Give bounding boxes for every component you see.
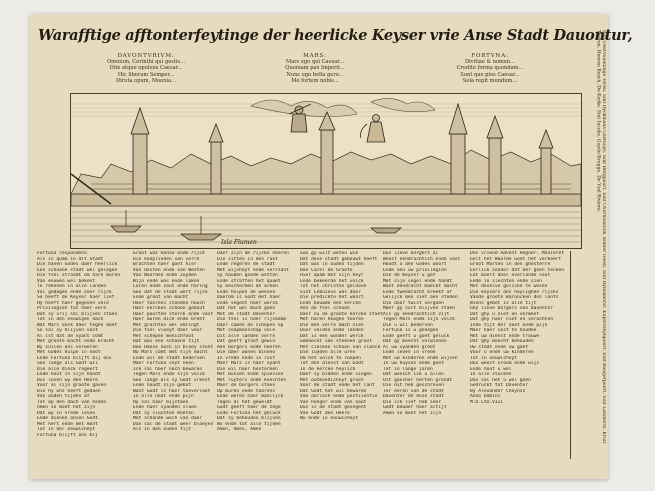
poem-line: Al ist dat de vyant comt (37, 333, 104, 339)
motto-center (255, 53, 375, 84)
poem-line: Met ruyters ende knechten (217, 377, 287, 383)
poem-line: Met de stadt Daventer (217, 311, 276, 317)
poem-line: Daventer de Anse stadt (383, 394, 444, 399)
poem-line: Om het volck te roepen (300, 355, 361, 361)
poem-line: Hy heeft haer gegeven vele (37, 300, 109, 306)
poem-line: Die wil haer bestormen (217, 366, 278, 372)
motto-left-head: DAVONTVRIVM: (117, 53, 175, 59)
poem-line: In alle noot ende pijn (133, 394, 194, 399)
poem-line: Vol gedagen ende zeer rijck (37, 289, 112, 295)
print-title: Warafftige afftonterfeytinge der heerlicke Keyser vrie Anse Stadt Dauontur, (38, 27, 633, 44)
poem-line: Die Ysel is haer rijckdom (217, 317, 287, 322)
poem-line: Ende groot van macht (133, 295, 189, 300)
poem-line: Ende Fortuna blijft bij ons (37, 355, 112, 361)
poem-line: In alle stucken (470, 372, 512, 377)
poem-line: Voor de stadt ende het lant (300, 383, 375, 388)
poem-line: Als gy eendrachtich zijt (383, 311, 450, 317)
poem-line: Fortuna respondens. (37, 251, 90, 256)
poem-line: Te rekenen in alle landen (37, 284, 107, 289)
poem-line: Dat geeft groot gewin (217, 339, 276, 344)
motto-right-line: Sola regit mundum... (462, 77, 518, 84)
poem-line: Dat was een schoone tijt (133, 339, 200, 344)
poem-line: Dat gy moecht verwinnen (383, 339, 447, 344)
poem-line: Met schepen menichfout (133, 333, 194, 339)
side-legend-text: Sint Overvuaedinge Toren. Sint Dyckmans Gasthuys. Sint Bergpoort. Sint Overmoedick. Kelder Geest. Sint Bynckhorst. Kupersteynpoort. Sint Boogerpoort. Sint Lamberts. Kruit Thoren. Heeren Bosch. De Kerke. Sint Iacobs. Guyde Brugge. De Ysel Riviere. (595, 30, 606, 444)
poem-line: Gelijck men siet aen steden (383, 295, 458, 300)
poem-line: Ende tweedracht breekt af (383, 289, 453, 295)
poem-line: Uit alle landen verre (217, 333, 276, 339)
poem-line: Van eeuwen wel bekent (37, 278, 96, 284)
poem-line: Coren ende zout ende haring (133, 284, 208, 289)
poem-line: Maer de borgers staen (217, 383, 276, 388)
poem-line: Dan sal de stadt weer bloeyen (133, 421, 214, 427)
poem-line: Haer poorten sterck ende vast (133, 311, 214, 317)
poem-line: Soo gy wilt weten wie (300, 251, 359, 256)
poem-column-2 (133, 251, 217, 461)
poem-line: Voor al sijn groote gaven (37, 383, 107, 388)
poem-column-3 (217, 251, 301, 461)
poem-line: Met wijsheyt ende verstant (217, 267, 289, 273)
poem-line: Met Godes hulpe in noot (37, 350, 101, 355)
poem-line: Dus loven wy den Heere (37, 377, 98, 383)
poem-line: Met coopmanschap vele (217, 328, 276, 333)
poem-line: Tot in lange jaren (383, 366, 433, 372)
poem-line: Dus is de stadt gesegent (300, 405, 367, 410)
poem-line: Ende regeren de stadt (217, 262, 276, 267)
poem-line: Haer muren dick ende breet (133, 317, 205, 322)
poem-line: Die predickte het woort (300, 295, 364, 300)
poem-line: Van Godt den Heere (300, 410, 350, 416)
poem-line: Die luyden alle uren (300, 350, 356, 355)
poem-line: Met clocken schoon van clanck (300, 344, 381, 350)
motto-right (430, 53, 550, 84)
poem-line: Doe Carel de Groote (300, 267, 353, 273)
poem-line: Dus weest vroom ende wijs (470, 361, 540, 366)
poem-line: Ende segent haer werck (217, 300, 278, 306)
poem-line: Haer kercken schoon gebout (133, 306, 205, 311)
poem-line: Tot in eeuwicheyt (470, 355, 518, 361)
poem-line: In de kercke heylich (300, 366, 356, 372)
poem-line: Tegen Mars ende sijn volck (383, 317, 455, 322)
poem-line: Anno Domini (470, 394, 501, 399)
poem-line: Dan sal het u wel gaen (470, 377, 531, 383)
poem-line: Ende geeft u goet geluck (383, 333, 450, 339)
poem-line: Al uw vyanden groot (383, 344, 436, 350)
poem-column-6 (470, 251, 575, 461)
poem-line: Die kooplieden van verre (133, 256, 200, 262)
poem-line: Godt geeft haer de zege (217, 405, 281, 410)
poem-line: Ende hout u wel (470, 366, 512, 372)
poem-line: Amen so moet het zijn (383, 410, 442, 416)
poem-line: Die hy ons heeft gedaen (37, 388, 101, 394)
motto-left-line: Diruta opum, Moenia... (116, 77, 176, 84)
poem-line: Houdt u aen Godes woort (383, 262, 447, 267)
poem-line: Ende bekeerde het volck (300, 278, 364, 284)
poem-line: Met deselve gelicke te wesen (470, 284, 548, 289)
poem-line: Dat dese stadt gebouwt heeft (300, 256, 378, 262)
poem-line: Die dit heb geschreven (383, 383, 444, 388)
poem-line: Soo lange als Godt wil (37, 361, 98, 366)
poem-line: Soo dat de stadt wert rijck (133, 289, 208, 295)
poem-line: Die ick lief heb seer (383, 399, 442, 405)
poem-line: Ende straffen het quaet (217, 278, 281, 284)
poem-line: M.D.LXX.VIII (470, 399, 504, 405)
poem-line: Ende dienen onsen Godt (37, 416, 98, 421)
poem-line: Hier quam met sijn heyr (300, 273, 364, 278)
poem-line: Dat was in ouden tijden (300, 262, 364, 267)
poem-line: Soo lange als sy Godt vreest (133, 377, 211, 383)
motto-center-line: Quoniam pax Imperii... (285, 65, 345, 72)
poem-line: Daer sy bidden ende singen (300, 372, 372, 377)
poem-line: Godt bewaer haer altijt (383, 405, 447, 410)
poem-line: Dat sy vrij sal blijven staen (37, 311, 118, 317)
poem-column-1 (37, 251, 121, 461)
poem-line: Ghy lieve borgers van Daventer (470, 306, 553, 311)
poem-line: Die door twist vergaen (383, 300, 444, 306)
poem-line: Uw stadt ende uw goet (470, 344, 529, 350)
poem-line: Die sitten in den raet (217, 256, 278, 262)
poem-line: Tegen al het geweldt (217, 399, 273, 405)
poem-column-5 (383, 251, 467, 461)
poem-line: Dat Godt het wil bewaren (300, 388, 367, 394)
poem-line: Maer gy sult blijven staen (383, 306, 455, 311)
poem-line: Wat Mars oock daer tegen doet (37, 322, 118, 328)
poem-line: Eat buert door overlande sout (470, 273, 551, 278)
poem-line: Met uw kinderen ende wijven (383, 355, 458, 361)
poem-line: Sy houden goede wetten (217, 273, 278, 278)
poem-line: Tot op den dach van heden (37, 399, 107, 405)
poem-line: Dat ghy moecht behouden (470, 339, 534, 344)
poem-line: Wiens gebet is alle tijt (470, 300, 537, 306)
poem-line: By Alexander Cheynsz (470, 388, 526, 394)
motto-right-head: FORTVNA: (471, 53, 509, 59)
poem-line: Met ootmoedicheyt groot (300, 377, 364, 383)
poem-line: Van ouden tijden af (37, 394, 90, 399)
poem-line: Met uw dienst ende trouwe (470, 333, 540, 339)
poem-line: Op muren ende toorens (217, 388, 276, 394)
poem-line: Ende in slechten ende sien (470, 278, 542, 284)
poem-line: Maer haer vast te houden (470, 328, 537, 333)
poem-line: Maer Fortuna seyt neen (133, 361, 194, 366)
poem-line: So heeft de Keyser haer lief (37, 295, 115, 300)
motto-center-line: Me fortem nobis... (291, 77, 339, 84)
motto-left-line: Omnium, Corinthi qui gestis... (107, 59, 185, 66)
poem-line: Van oorloch ende pestilentie (300, 394, 378, 399)
poem-line: Die Ysel stroomt om hare muren (37, 273, 120, 278)
poem-line: Dat sy vluchten moeten (133, 410, 194, 416)
poem-line: Ter eeren van de stadt (383, 388, 444, 394)
poem-line: Brachten haer goet hier (133, 262, 197, 267)
poem-line: Die haven Godes daer heerlick (37, 262, 118, 267)
river-label: Isla Flumen (221, 239, 257, 246)
poem-line: Daer comen de schepen op (217, 322, 284, 328)
poem-line: Die de Keyser u gaf (383, 273, 436, 278)
poem-line: Nu ende tot alle tijden (217, 421, 281, 427)
poem-line: Met groote macht ende kracht (37, 339, 115, 344)
column-rule (570, 251, 571, 459)
motto-center-line: Nunc ego bella gero... (286, 71, 344, 78)
poem-line: Haer toorens stonden hooch (133, 300, 205, 306)
poem-line: Ende weren haer manlijck (217, 394, 284, 399)
poem-line: Amen so moet het zijn (37, 405, 96, 410)
poem-line: Groot was Hanse ende rijck (133, 251, 205, 256)
poem-line: Met grachten wel omringt (133, 322, 200, 328)
poem-line: Ende bouwde een kercke (300, 300, 361, 306)
poem-line: Dus lieve borgers al (383, 251, 439, 256)
poem-line: Vande groote Baroncken des lants (470, 295, 559, 300)
poem-line: Want eendracht maeckt macht (383, 284, 458, 289)
poem-line: Met sijn segel ende handt (383, 278, 453, 284)
poem-line: Van honger ende van noot (300, 399, 367, 405)
poem-line: Tot in der eeuwicheyt (37, 427, 96, 432)
poem-line: Fortuna blijft ons bij (37, 432, 98, 438)
poem-line: Ende aen uw privilegien (383, 267, 447, 273)
poem-line: Met haren hoogen tooren (300, 317, 364, 322)
poem-line: Gedruckt tot Daventer (470, 383, 529, 388)
poem-line: Groot Marten in den ghesterre (470, 262, 551, 267)
poem-line: Tot in den eeuwigen dach (37, 317, 104, 322)
poem-line: Gelt het Woorde Goet het verbeert (470, 256, 562, 262)
poem-line: Daerom is Godt met haer (217, 295, 281, 300)
poem-line: Die keysers des heylighen rijcks (470, 289, 559, 295)
motto-center-line: Mars ego qui Caesar... (285, 59, 344, 66)
poem-line: Dat sy behouden blijven (217, 416, 281, 421)
poem-line: Ende leven in vrede (383, 350, 436, 355)
motto-left-line: Hic liberam Semper... (117, 71, 175, 78)
poem-line: Die men verre mach sien (300, 322, 364, 328)
poem-line: Die u wil bederven (383, 322, 433, 328)
poem-line: Ende helpen de weesen (217, 289, 276, 295)
poem-line: Hy sal haer bijstaen (133, 399, 189, 405)
poem-line: In uw huysen ende goet (383, 361, 444, 366)
poem-line: Doe Hanse noch in bloey stont (133, 344, 214, 350)
poem-line: Dat wensch ick u allen (383, 372, 444, 377)
motto-right-line: Credite forma quondam... (456, 65, 524, 72)
poem-column-4 (300, 251, 384, 461)
poem-line: Aen borgers ende heeren (217, 344, 281, 350)
poem-line: Ons vriend Advent Regner. Manieret (470, 251, 565, 256)
poem-line: Ende hout in sijn handt (37, 372, 101, 377)
motto-left (86, 53, 206, 84)
poem-line: So sal sy blijven vast (37, 328, 98, 333)
poem-line: Tot den dienst van Godt (300, 361, 364, 366)
poem-line: Dat ghy haer niet en verachten (470, 317, 553, 322)
poem-line: Inde tijt der noot ende pijn (470, 322, 548, 328)
poem-line: Ende Fortuna het geluck (217, 410, 281, 416)
poem-line: Nu ende in eeuwicheyt (300, 416, 359, 421)
poem-line: Die alle dinck regeert (37, 366, 98, 372)
poem-line: Van Oosten ende van Westen (133, 267, 205, 273)
city-view-engraving (70, 93, 582, 249)
poem-line: Amen, Amen, Amen (217, 427, 262, 432)
poem-line: Die daer wonen binnen (217, 350, 276, 355)
motto-left-line: Dite atque opulens Caesar... (109, 65, 183, 72)
poem-line: Wy sullen ons verweren (37, 344, 98, 350)
poem-line: Die Ysel vloeyt daer voor (133, 328, 203, 333)
poem-line: Gemaeckt van steenen groot (300, 339, 372, 344)
poem-line: Tegen Mars ende sijn volck (133, 372, 205, 377)
poem-line: Privilegien tot haer eere (37, 306, 107, 311)
poem-line: Eerlick sonder dat der geen tecken (470, 267, 565, 273)
poem-line: Uit gansher herten grondt (383, 377, 453, 383)
poem-line: Fortuna is u genegen (383, 328, 439, 333)
poem-line: Met hert ende met mont (37, 421, 98, 427)
poem-line: Ende wil de stadt bederven (133, 355, 205, 361)
poem-line: Van Noorden ende Zuyden (133, 273, 197, 278)
poem-line: Als ic quam in dit Stadt (37, 256, 104, 262)
motto-right-line: Sunt que pios Caesar... (460, 71, 520, 78)
poem-line: Met schande wech van daer (133, 416, 203, 421)
poem-line: Daer nu de groote kercke staet (300, 311, 383, 317)
poem-line: Nu Mars comt met sijn macht (133, 350, 208, 355)
city-skyline-illustration (71, 94, 581, 248)
poem-line: Weest eendrachtich ende vast (383, 256, 461, 262)
poem-line: In vrede ende in rust (217, 355, 276, 361)
poem-line: Daer sijn de rijcke heeren (217, 251, 289, 256)
poem-line: Ende houdt sijn gebot (133, 383, 192, 388)
poem-line: Een schoone stadt wel gelegen (37, 267, 118, 273)
poem-line: Want Godt is haer toeverlaet (133, 388, 211, 394)
poem-line: Wijn ende was ende laken (133, 278, 200, 284)
poem-line: Over velden ende landen (300, 328, 364, 333)
poem-line: Met bussen ende spiessen (217, 372, 284, 377)
poem-line: Aen de Ysel schoon (300, 306, 350, 311)
poem-line: Ick sal haer noch bewaren (133, 366, 203, 372)
poem-line: Als in den ouden tijt (133, 427, 192, 432)
poem-line: Dat ghy u niet en vermeet (470, 311, 540, 317)
poem-line: Sint Lebuinus was daer (300, 289, 361, 295)
motto-center-head: MARS: (303, 53, 327, 59)
poem-line: Voor u ende uw kinderen (470, 350, 534, 355)
motto-right-line: Divitiae & nomen... (464, 59, 516, 66)
poem-line: Dat is een wonder werck (300, 333, 364, 339)
poem-line: Dat wy in vrede leven (37, 410, 96, 416)
poem-line: Tot het christen geloove (300, 284, 367, 289)
poem-line: Ende haer vyanden slaen (133, 405, 197, 410)
poem-line: Dat het wel mach gaen (217, 306, 276, 311)
poem-line: Maer Mars is haer vyant (217, 361, 281, 366)
poem-line: Sy beschermen de armen (217, 284, 278, 289)
